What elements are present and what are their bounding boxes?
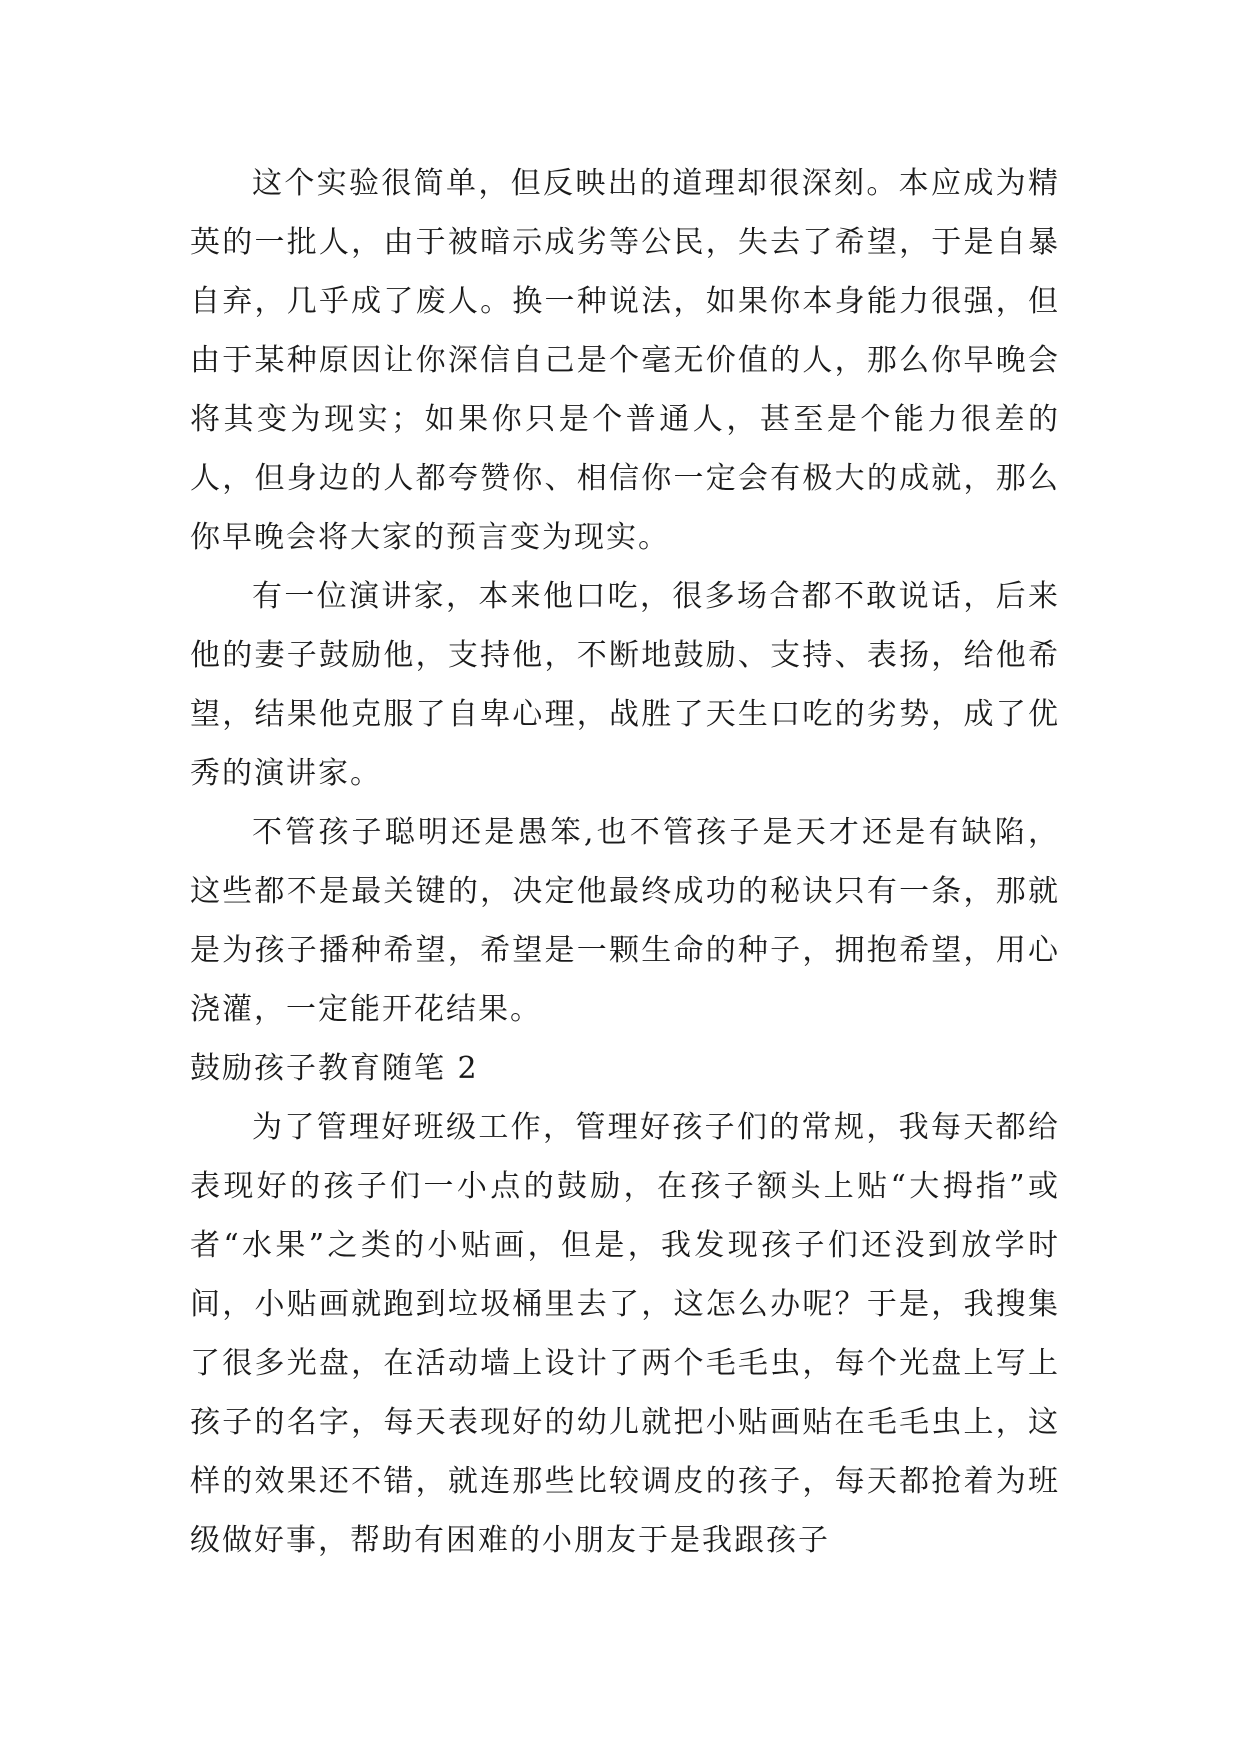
document-body <box>190 154 1060 1570</box>
paragraph-speaker: 有一位演讲家，本来他口吃，很多场合都不敢说话，后来他的妻子鼓励他，支持他，不断地鼓励、支持、表扬，给他希望，结果他克服了自卑心理，战胜了天生口吃的劣势，成了优秀的演讲家。 <box>190 579 1060 791</box>
paragraph-class-management: 为了管理好班级工作，管理好孩子们的常规，我每天都给表现好的孩子们一小点的鼓励，在孩子额头上贴“大拇指”或者“水果”之类的小贴画，但是，我发现孩子们还没到放学时间，小贴画就跑到垃圾桶里去了，这怎么办呢？于是，我搜集了很多光盘，在活动墙上设计了两个毛毛虫，每个光盘上写上孩子的名字，每天表现好的幼儿就把小贴画贴在毛毛虫上，这样的效果还不错，就连那些比较调皮的孩子，每天都抢着为班级做好事，帮助有困难的小朋友于是我跟孩子 <box>190 1110 1060 1558</box>
paragraph-experiment: 这个实验很简单，但反映出的道理却很深刻。本应成为精英的一批人，由于被暗示成劣等公民，失去了希望，于是自暴自弃，几乎成了废人。换一种说法，如果你本身能力很强，但由于某种原因让你深信自己是个毫无价值的人，那么你早晚会将其变为现实；如果你只是个普通人，甚至是个能力很差的人，但身边的人都夸赞你、相信你一定会有极大的成就，那么你早晚会将大家的预言变为现实。 <box>190 166 1060 555</box>
section-heading: 鼓励孩子教育随笔 2 <box>190 1051 479 1086</box>
paragraph-hope: 不管孩子聪明还是愚笨,也不管孩子是天才还是有缺陷，这些都不是最关键的，决定他最终成功的秘诀只有一条，那就是为孩子播种希望，希望是一颗生命的种子，拥抱希望，用心浇灌，一定能开花结果。 <box>190 815 1060 1027</box>
